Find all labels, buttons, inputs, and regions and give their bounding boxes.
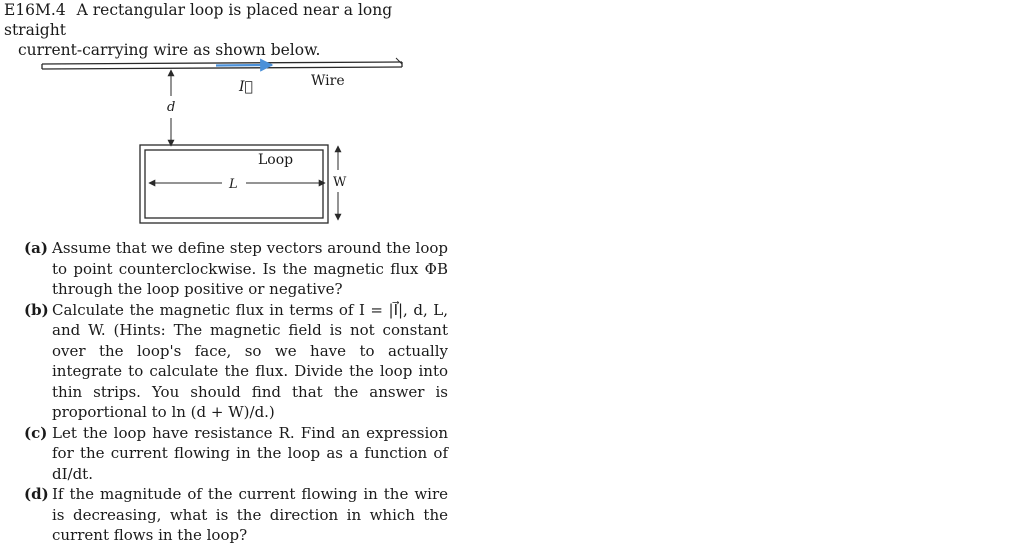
problem-statement-line2: current-carrying wire as shown below. xyxy=(18,41,321,59)
part-label: (d) xyxy=(24,485,49,503)
length-label: L xyxy=(229,177,238,192)
problem-parts xyxy=(24,238,448,546)
part-label: (b) xyxy=(24,300,49,319)
loop-label: Loop xyxy=(258,152,294,168)
part-text: If the magnitude of the current flowing in the wire is decreasing, what is the direction in which the current flows in the loop? xyxy=(52,485,448,544)
part-a xyxy=(24,238,448,300)
problem-id: E16M.4 xyxy=(4,1,66,19)
problem-statement-line1: A rectangular loop is placed near a long straight xyxy=(4,1,393,39)
part-label: (c) xyxy=(24,423,48,442)
part-d xyxy=(24,484,448,546)
wire xyxy=(42,58,402,69)
part-text: Calculate the magnetic flux in terms of I = |I⃗|, d, L, and W. (Hints: The magnetic field is not constant over the loop's face, so we have to actually integrate to calculate the flux. Divide the loop into thin strips. You should find that the answer is proportional to ln (d + W)/d.) xyxy=(52,300,448,421)
part-b xyxy=(24,300,448,423)
part-c xyxy=(24,423,448,485)
part-text: Let the loop have resistance R. Find an expression for the current flowing in the loop as a function of dI/dt. xyxy=(52,423,448,483)
wire-label: Wire xyxy=(311,73,345,89)
part-label: (a) xyxy=(24,239,48,257)
current-arrow xyxy=(216,65,272,66)
distance-label: d xyxy=(167,100,176,115)
part-text: Assume that we define step vectors around the loop to point counterclockwise. Is the magnetic flux ΦB through the loop positive or negative? xyxy=(52,239,448,298)
width-label: W xyxy=(333,175,347,190)
current-label: I⃗ xyxy=(239,79,253,95)
